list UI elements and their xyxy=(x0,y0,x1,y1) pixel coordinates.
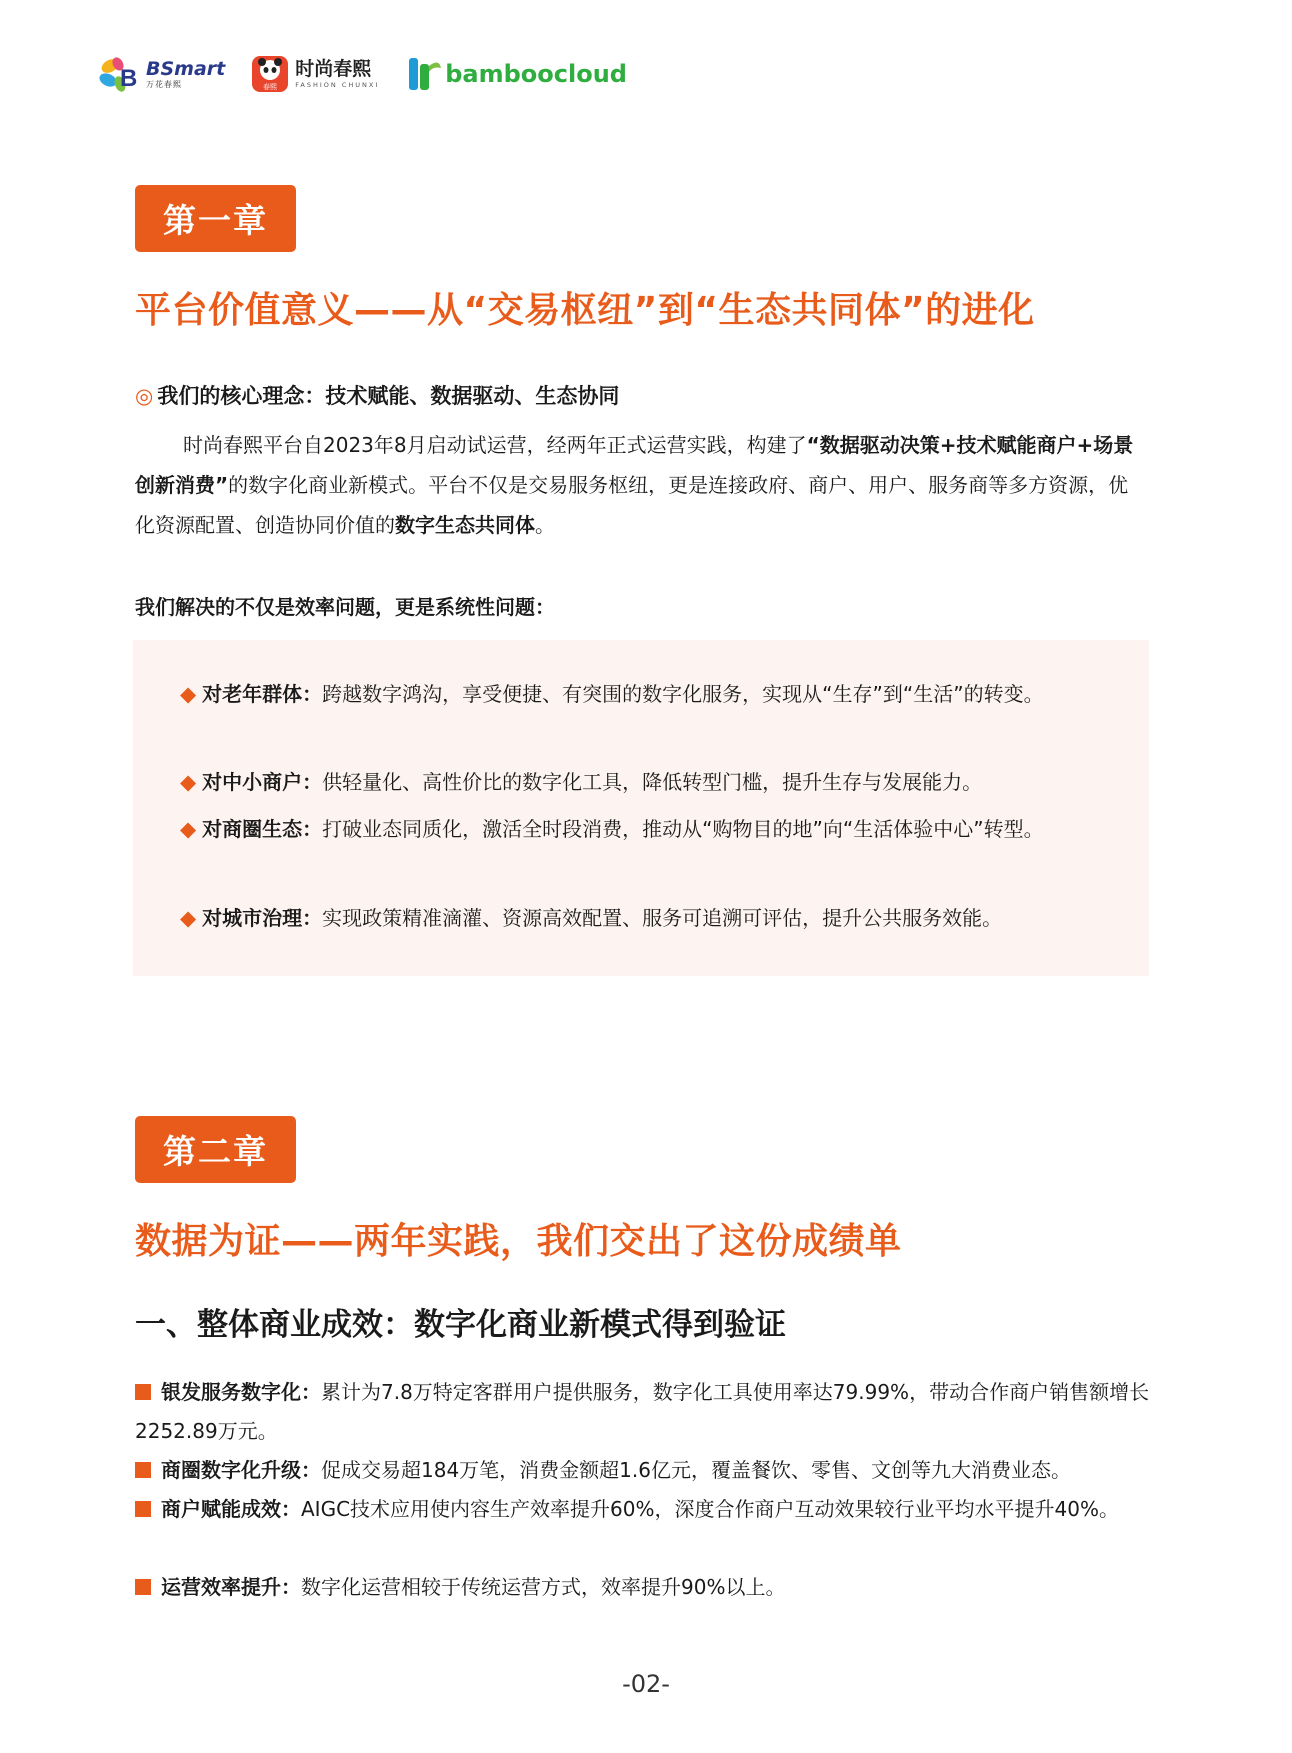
chapter2-tag: 第二章 xyxy=(135,1116,296,1183)
benefit-text: 供轻量化、高性价比的数字化工具，降低转型门槛，提升生存与发展能力。 xyxy=(322,770,983,794)
result-label: 商户赋能成效： xyxy=(161,1497,301,1521)
result-item xyxy=(135,1373,1155,1451)
benefit-text: 实现政策精准滴灌、资源高效配置、服务可追溯可评估，提升公共服务效能。 xyxy=(322,906,1003,930)
intro-paragraph xyxy=(135,425,1145,545)
bamboocloud-name: bamboocloud xyxy=(445,60,627,88)
bamboo-icon xyxy=(405,54,443,94)
intro-text-2: 的数字化商业新模式。平台不仅是交易服务枢纽，更是连接政府、商户、用户、服务商等多方资源，优化资源配置、创造协同价值的 xyxy=(135,473,1129,537)
bsmart-logo xyxy=(98,54,225,94)
intro-text-1: 时尚春熙平台自2023年8月启动试运营，经两年正式运营实践，构建了 xyxy=(183,433,807,457)
chapter1-tag: 第一章 xyxy=(135,185,296,252)
result-item xyxy=(135,1451,1155,1490)
diamond-bullet-icon: ◆ xyxy=(180,906,197,930)
result-label: 商圈数字化升级： xyxy=(161,1458,321,1482)
bsmart-name: BSmart xyxy=(146,57,226,80)
diamond-bullet-icon: ◆ xyxy=(180,770,197,794)
fashion-chunxi-name: 时尚春熙 xyxy=(295,57,372,80)
benefit-item xyxy=(180,810,1080,849)
benefit-item xyxy=(180,675,1080,714)
svg-text:B: B xyxy=(120,65,138,92)
intro-bold-1: “数据驱动决策+技术赋能商户+场景创新消费” xyxy=(135,433,1134,497)
square-bullet-icon xyxy=(135,1579,151,1595)
core-heading: 我们的核心理念：技术赋能、数据驱动、生态协同 xyxy=(157,384,620,408)
benefit-label: 对城市治理： xyxy=(202,906,323,930)
benefit-item xyxy=(180,763,1080,802)
bsmart-sub: 万花春熙 xyxy=(146,79,182,89)
square-bullet-icon xyxy=(135,1462,151,1478)
result-text: 累计为7.8万特定客群用户提供服务，数字化工具使用率达79.99%，带动合作商户销售额增长2252.89万元。 xyxy=(135,1380,1150,1443)
result-label: 运营效率提升： xyxy=(161,1575,301,1599)
result-text: 数字化运营相较于传统运营方式，效率提升90%以上。 xyxy=(301,1575,786,1599)
chapter1-title: 平台价值意义——从“交易枢纽”到“生态共同体”的进化 xyxy=(135,290,1035,331)
benefit-label: 对商圈生态： xyxy=(202,817,323,841)
result-text: 促成交易超184万笔，消费金额超1.6亿元，覆盖餐饮、零售、文创等九大消费业态。 xyxy=(321,1458,1071,1482)
panda-icon xyxy=(251,55,289,93)
result-item xyxy=(135,1568,1155,1607)
result-text: AIGC技术应用使内容生产效率提升60%，深度合作商户互动效果较行业平均水平提升40%。 xyxy=(301,1497,1119,1521)
diamond-bullet-icon: ◆ xyxy=(180,817,197,841)
page-number: -02- xyxy=(622,1670,670,1698)
core-heading-row xyxy=(135,380,619,410)
chapter2-title: 数据为证——两年实践，我们交出了这份成绩单 xyxy=(135,1221,902,1262)
header-logos xyxy=(98,52,653,96)
flower-icon xyxy=(98,54,142,94)
square-bullet-icon xyxy=(135,1501,151,1517)
benefit-text: 跨越数字鸿沟，享受便捷、有突围的数字化服务，实现从“生存”到“生活”的转变。 xyxy=(322,682,1044,706)
diamond-bullet-icon: ◆ xyxy=(180,682,197,706)
bamboocloud-logo xyxy=(405,54,627,94)
section-heading: 一、整体商业成效：数字化商业新模式得到验证 xyxy=(135,1307,786,1343)
fashion-chunxi-logo xyxy=(251,55,379,93)
panda-badge: 春熙 xyxy=(263,83,278,91)
result-label: 银发服务数字化： xyxy=(161,1380,321,1404)
intro-bold-2: 数字生态共同体 xyxy=(395,513,535,537)
benefit-text: 打破业态同质化，激活全时段消费，推动从“购物目的地”向“生活体验中心”转型。 xyxy=(322,817,1044,841)
fashion-chunxi-sub: FASHION CHUNXI xyxy=(295,80,380,89)
solve-heading: 我们解决的不仅是效率问题，更是系统性问题： xyxy=(135,595,555,619)
target-icon: ◎ xyxy=(135,384,154,408)
benefit-label: 对老年群体： xyxy=(202,682,323,706)
result-item xyxy=(135,1490,1155,1529)
square-bullet-icon xyxy=(135,1384,151,1400)
benefit-item xyxy=(180,899,1080,938)
benefit-label: 对中小商户： xyxy=(202,770,323,794)
intro-text-3: 。 xyxy=(535,513,555,537)
